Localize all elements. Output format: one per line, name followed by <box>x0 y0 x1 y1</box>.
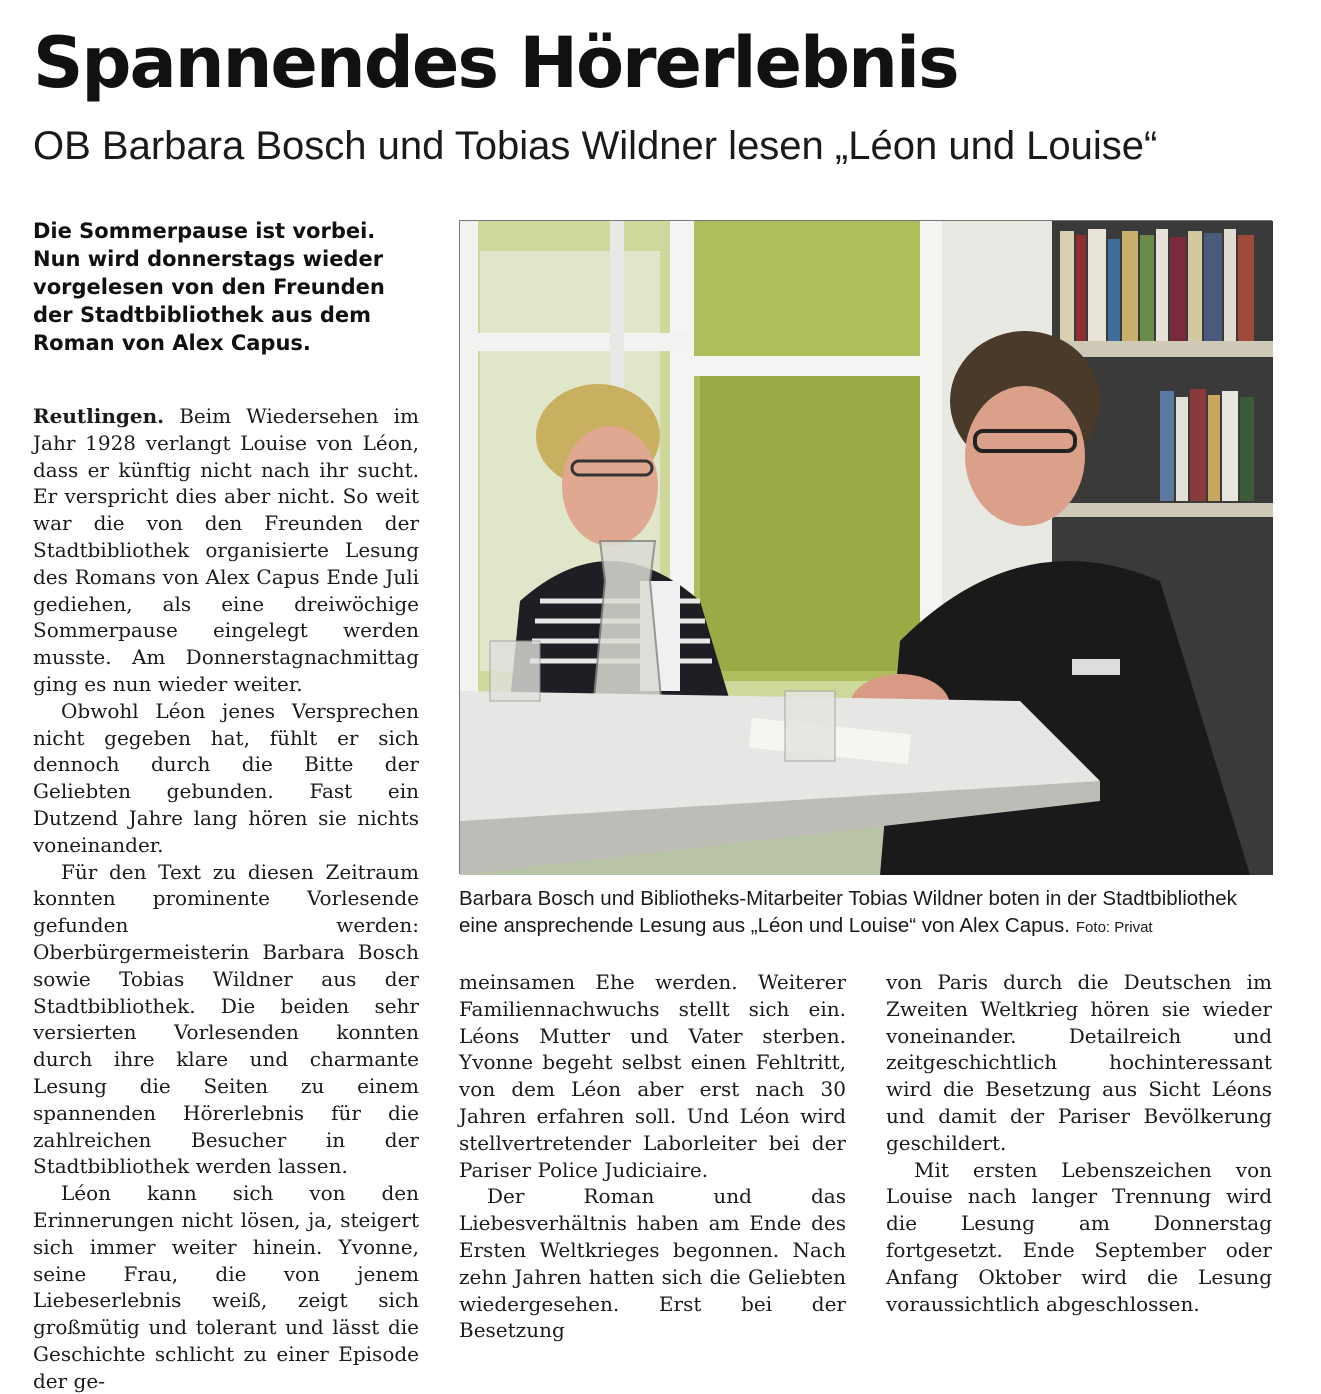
body-paragraph: von Paris durch die Deutschen im Zweiten Weltkrieg hören sie wieder voneinander. Detailreich und zeitgeschichtlich hochinteressant wird die Besetzung aus Sicht Léons und damit der Pariser Bevölkerung geschildert. <box>886 970 1272 1155</box>
body-paragraph: meinsamen Ehe werden. Weiterer Familiennachwuchs stellt sich ein. Léons Mutter und Vater sterben. Yvonne begeht selbst einen Fehltritt, von dem Léon aber erst nach 30 Jahren erfahren soll. Und Léon wird stellvertretender Laborleiter bei der Pariser Police Judiciaire. <box>459 970 846 1182</box>
body-paragraph: Für den Text zu diesen Zeitraum konnten prominente Vorlesende gefunden werden: Oberbürgermeisterin Barbara Bosch sowie Tobias Wildner aus der Stadtbibliothek. Die beiden sehr versierten Vorlesenden konnten durch ihre klare und charmante Lesung die Seiten zu einem spannenden Hörerlebnis für die zahlreichen Besucher in der Stadtbibliothek werden lassen. <box>33 859 419 1179</box>
article-column-1 <box>33 403 419 1393</box>
subheadline: OB Barbara Bosch und Tobias Wildner lesen „Léon und Louise“ <box>33 124 1158 168</box>
body-paragraph: Léon kann sich von den Erinnerungen nicht lösen, ja, steigert sich immer weiter hinein. Yvonne, seine Frau, die von jenem Liebeserlebnis weiß, zeigt sich großmütig und tolerant und lässt die Geschichte schlicht zu einer Episode der ge- <box>33 1181 419 1393</box>
photo-caption: Barbara Bosch und Bibliotheks-Mitarbeiter Tobias Wildner boten in der Stadtbibliothek eine ansprechende Lesung aus „Léon und Louise“ von Alex Capus. Foto: Privat <box>459 887 1237 937</box>
photo-credit: Foto: Privat <box>1075 919 1153 936</box>
lead-paragraph: Die Sommerpause ist vorbei. Nun wird donnerstags wieder vorgelesen von den Freunden der Stadtbibliothek aus dem Roman von Alex Capus. <box>33 219 385 355</box>
body-paragraph: Der Roman und das Liebesverhältnis haben am Ende des Ersten Weltkrieges begonnen. Nach zehn Jahren hatten sich die Geliebten wiedergesehen. Erst bei der Besetzung <box>459 1184 846 1343</box>
body-paragraph: Reutlingen. Beim Wiedersehen im Jahr 1928 verlangt Louise von Léon, dass er künftig nicht nach ihr sucht. Er verspricht dies aber nicht. So weit war die von den Freunden der Stadtbibliothek organisierte Lesung des Romans von Alex Capus Ende Juli gediehen, als eine dreiwöchige Sommerpause eingelegt werden musste. Am Donnerstagnachmittag ging es nun wieder weiter. <box>33 404 419 696</box>
body-paragraph: Obwohl Léon jenes Versprechen nicht gegeben hat, fühlt er sich dennoch durch die Bitte der Geliebten gebunden. Fast ein Dutzend Jahre lang hören sie nichts voneinander. <box>33 698 419 857</box>
body-paragraph: Mit ersten Lebenszeichen von Louise nach langer Trennung wird die Lesung am Donnerstag fortgesetzt. Ende September oder Anfang Oktober wird die Lesung voraussichtlich abgeschlossen. <box>886 1157 1272 1316</box>
article-photo <box>459 220 1272 874</box>
headline: Spannendes Hörerlebnis <box>33 22 958 104</box>
dateline: Reutlingen. <box>33 404 165 428</box>
reading-scene-illustration <box>460 221 1273 875</box>
article-column-2 <box>459 969 846 1343</box>
article-column-3 <box>886 969 1272 1321</box>
